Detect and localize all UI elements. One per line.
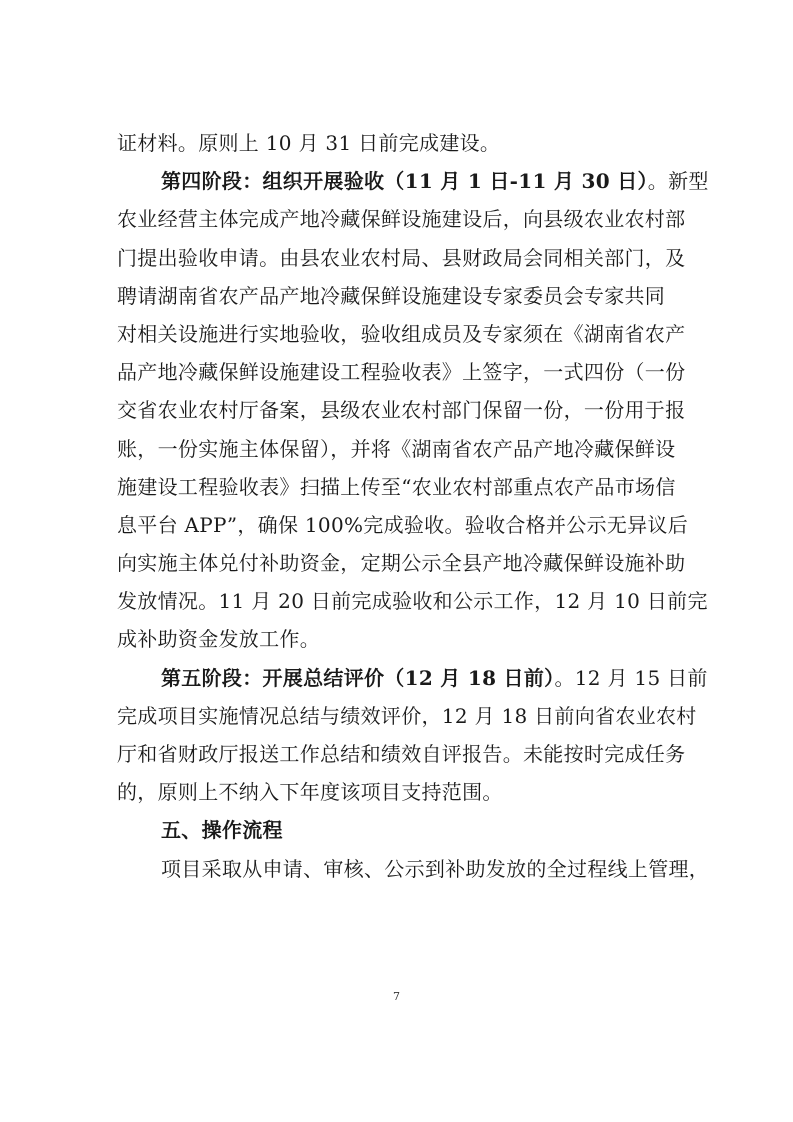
- text-line: 门提出验收申请。由县农业农村局、县财政局会同相关部门，及: [117, 245, 686, 270]
- text-line: 。12 月 15 日前: [554, 665, 708, 690]
- page-number: 7: [393, 990, 400, 1003]
- text-line: 的，原则上不纳入下年度该项目支持范围。: [117, 780, 503, 805]
- stage-four-title: 第四阶段：组织开展验收（11 月 1 日-11 月 30 日）: [161, 169, 648, 194]
- text-line: 聘请湖南省农产品产地冷藏保鲜设施建设专家委员会专家共同: [117, 283, 666, 308]
- stage-four-paragraph-start: [117, 162, 709, 200]
- text-line: 厅和省财政厅报送工作总结和绩效自评报告。未能按时完成任务: [117, 742, 686, 766]
- text-line: 证材料。原则上 10 月 31 日前完成建设。: [117, 131, 501, 155]
- text-line: 项目采取从申请、审核、公示到补助发放的全过程线上管理，: [161, 856, 710, 881]
- text-line: 完成项目实施情况总结与绩效评价，12 月 18 日前向省农业农村: [117, 703, 697, 728]
- section-heading-operation-process: 五、操作流程: [161, 818, 283, 843]
- document-body: [117, 124, 710, 888]
- text-line: 农业经营主体完成产地冷藏保鲜设施建设后，向县级农业农村部: [117, 207, 686, 232]
- text-line: 账，一份实施主体保留），并将《湖南省农产品产地冷藏保鲜设: [117, 436, 676, 461]
- stage-five-title: 第五阶段：开展总结评价（12 月 18 日前）: [161, 665, 555, 690]
- text-line: 交省农业农村厅备案，县级农业农村部门保留一份，一份用于报: [117, 398, 686, 423]
- text-line: 施建设工程验收表》扫描上传至“农业农村部重点农产品市场信: [117, 474, 676, 499]
- text-line: 。新型: [647, 169, 709, 194]
- text-line: 发放情况。11 月 20 日前完成验收和公示工作，12 月 10 日前完: [117, 589, 708, 614]
- text-line: 对相关设施进行实地验收，验收组成员及专家须在《湖南省农产: [117, 321, 686, 346]
- text-line: 向实施主体兑付补助资金，定期公示全县产地冷藏保鲜设施补助: [117, 551, 686, 576]
- text-line: 成补助资金发放工作。: [117, 627, 320, 652]
- text-line: 品产地冷藏保鲜设施建设工程验收表》上签字，一式四份（一份: [117, 360, 686, 385]
- text-line: 息平台 APP”，确保 100%完成验收。验收合格并公示无异议后: [117, 512, 689, 537]
- stage-five-paragraph-start: [117, 659, 708, 697]
